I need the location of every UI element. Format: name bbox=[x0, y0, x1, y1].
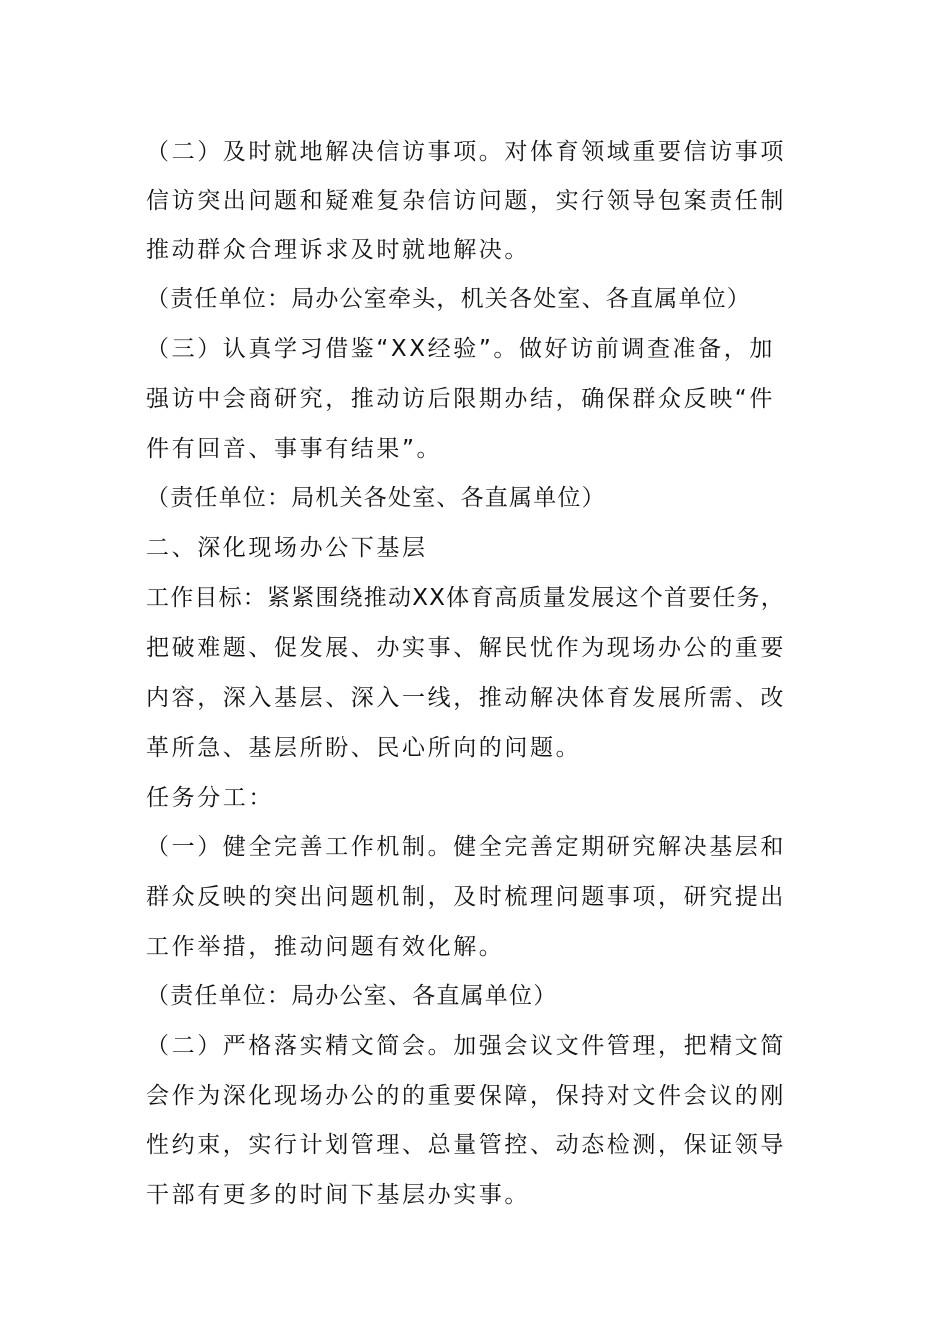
responsibility-line: （责任单位：局办公室牵头，机关各处室、各直属单位） bbox=[146, 286, 751, 312]
paragraph-line: 性约束，实行计划管理、总量管控、动态检测，保证领导 bbox=[146, 1132, 786, 1158]
paragraph-line: 革所急、基层所盼、民心所向的问题。 bbox=[146, 735, 582, 761]
paragraph-line: 干部有更多的时间下基层办实事。 bbox=[146, 1182, 530, 1208]
paragraph-line: 会作为深化现场办公的的重要保障，保持对文件会议的刚 bbox=[146, 1083, 786, 1109]
responsibility-line: （责任单位：局机关各处室、各直属单位） bbox=[146, 485, 606, 511]
responsibility-line: （责任单位：局办公室、各直属单位） bbox=[146, 983, 558, 1009]
paragraph-line: 信访突出问题和疑难复杂信访问题，实行领导包案责任制 bbox=[146, 188, 786, 214]
paragraph-line: （三）认真学习借鉴“XX经验”。做好访前调查准备，加 bbox=[146, 336, 775, 362]
paragraph-line: 内容，深入基层、深入一线，推动解决体育发展所需、改 bbox=[146, 685, 786, 711]
paragraph-line: （二）严格落实精文简会。加强会议文件管理，把精文简 bbox=[146, 1033, 786, 1059]
section-heading: 二、深化现场办公下基层 bbox=[146, 535, 428, 561]
paragraph-line: （二）及时就地解决信访事项。对体育领域重要信访事项 bbox=[146, 139, 786, 165]
paragraph-line: 工作举措，推动问题有效化解。 bbox=[146, 934, 505, 960]
paragraph-line: 群众反映的突出问题机制，及时梳理问题事项，研究提出 bbox=[146, 884, 786, 910]
subheading-line: 任务分工： bbox=[146, 785, 274, 811]
paragraph-line: 工作目标：紧紧围绕推动XX体育高质量发展这个首要任务， bbox=[146, 585, 785, 611]
paragraph-line: 把破难题、促发展、办实事、解民忧作为现场办公的重要 bbox=[146, 635, 786, 661]
paragraph-line: 推动群众合理诉求及时就地解决。 bbox=[146, 237, 530, 263]
paragraph-line: （一）健全完善工作机制。健全完善定期研究解决基层和 bbox=[146, 834, 786, 860]
paragraph-line: 件有回音、事事有结果”。 bbox=[146, 436, 443, 462]
paragraph-line: 强访中会商研究，推动访后限期办结，确保群众反映“件 bbox=[146, 386, 775, 412]
